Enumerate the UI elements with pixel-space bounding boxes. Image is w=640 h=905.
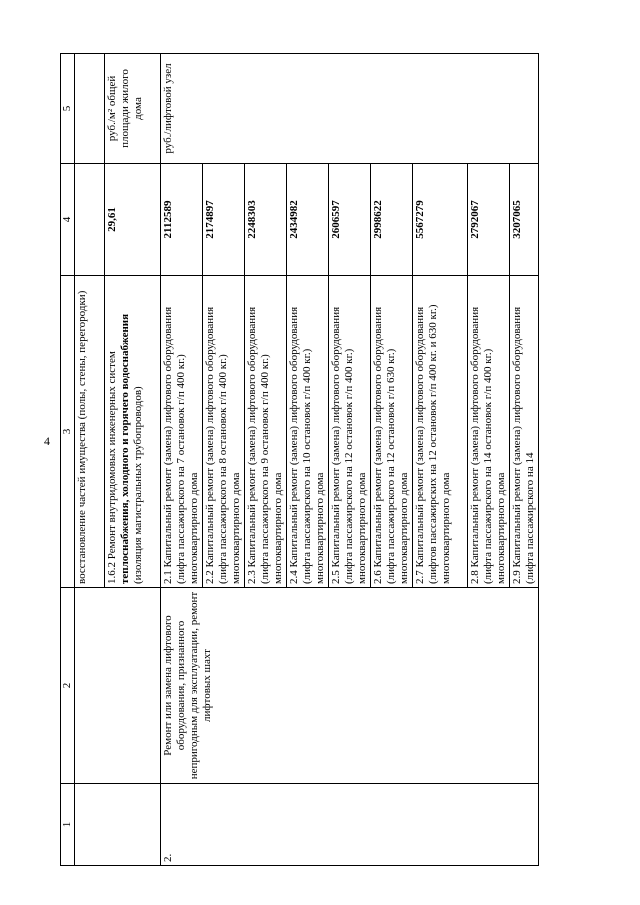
cell-work: 2.5 Капитальный ремонт (замена) лифтового оборудования (лифта пассажирского на 12 остановок г/п 400 кг.) многоквартирного дома: [329, 276, 371, 588]
cell-work: 2.2 Капитальный ремонт (замена) лифтового оборудования (лифта пассажирского на 8 остановок г/п 400 кг.) многоквартирного дома: [203, 276, 245, 588]
section-title: Ремонт или замена лифтового оборудования, признанного непригодным для эксплуатации, ремонт лифтовых шахт: [161, 588, 539, 784]
cell-work: 2.7 Капитальный ремонт (замена) лифтового оборудования (лифтов пассажирских на 12 остановок г/п 400 кг. и 630 кг.) многоквартирного дома: [413, 276, 468, 588]
header-col-5: 5: [61, 54, 75, 164]
header-col-4: 4: [61, 164, 75, 276]
cell-work: 2.6 Капитальный ремонт (замена) лифтового оборудования (лифта пассажирского на 12 остановок г/п 630 кг.) многоквартирного дома: [371, 276, 413, 588]
cell-value: 2174897: [203, 164, 245, 276]
work-suffix: (изоляция магистральных трубопроводов): [132, 386, 144, 584]
cell-value: 2998622: [371, 164, 413, 276]
work-prefix: 1.6.2 Ремонт внутридомовых инженерных систем: [106, 351, 118, 584]
page-number: 4: [44, 434, 50, 448]
cell-work: [105, 276, 161, 588]
cell-value: [75, 164, 105, 276]
header-col-1: 1: [61, 784, 75, 866]
table-row: [75, 54, 105, 866]
section-number: 2.: [161, 784, 539, 866]
cell-work: 2.8 Капитальный ремонт (замена) лифтового оборудования (лифта пассажирского на 14 остановок г/п 400 кг.) многоквартирного дома: [468, 276, 510, 588]
header-col-2: 2: [61, 588, 75, 784]
cell-work: 2.3 Капитальный ремонт (замена) лифтового оборудования (лифта пассажирского на 9 остановок г/п 400 кг.) многоквартирного дома: [245, 276, 287, 588]
cell-num: [75, 784, 161, 866]
cell-unit: руб./м² общей площади жилого дома: [105, 54, 161, 164]
header-col-3: 3: [61, 276, 75, 588]
rotated-table-wrapper: [60, 54, 598, 866]
cell-value: 2434982: [287, 164, 329, 276]
table-row: [161, 54, 203, 866]
cell-value: 2792067: [468, 164, 510, 276]
cell-unit: [75, 54, 105, 164]
cell-work: 2.1 Капитальный ремонт (замена) лифтового оборудования (лифта пассажирского на 7 остановок г/п 400 кг.) многоквартирного дома: [161, 276, 203, 588]
cell-work: 2.9 Капитальный ремонт (замена) лифтового оборудования (лифта пассажирского на 14: [510, 276, 539, 588]
header-row: [61, 54, 75, 866]
cell-value: 2248303: [245, 164, 287, 276]
cell-value: 3207065: [510, 164, 539, 276]
cell-work: восстановление частей имущества (полы, стены, перегородки): [75, 276, 105, 588]
cost-table: [60, 53, 539, 866]
work-bold: теплоснабжения, холодного и горячего водоснабжения: [119, 313, 131, 584]
cell-value: 2606597: [329, 164, 371, 276]
section-unit: руб./лифтовой узел: [161, 54, 539, 164]
cell-value: 5567279: [413, 164, 468, 276]
cell-work: 2.4 Капитальный ремонт (замена) лифтового оборудования (лифта пассажирского на 10 остановок г/п 400 кг.) многоквартирного дома: [287, 276, 329, 588]
cell-value: 29,61: [105, 164, 161, 276]
cell-value: 2112589: [161, 164, 203, 276]
cell-title: [75, 588, 161, 784]
